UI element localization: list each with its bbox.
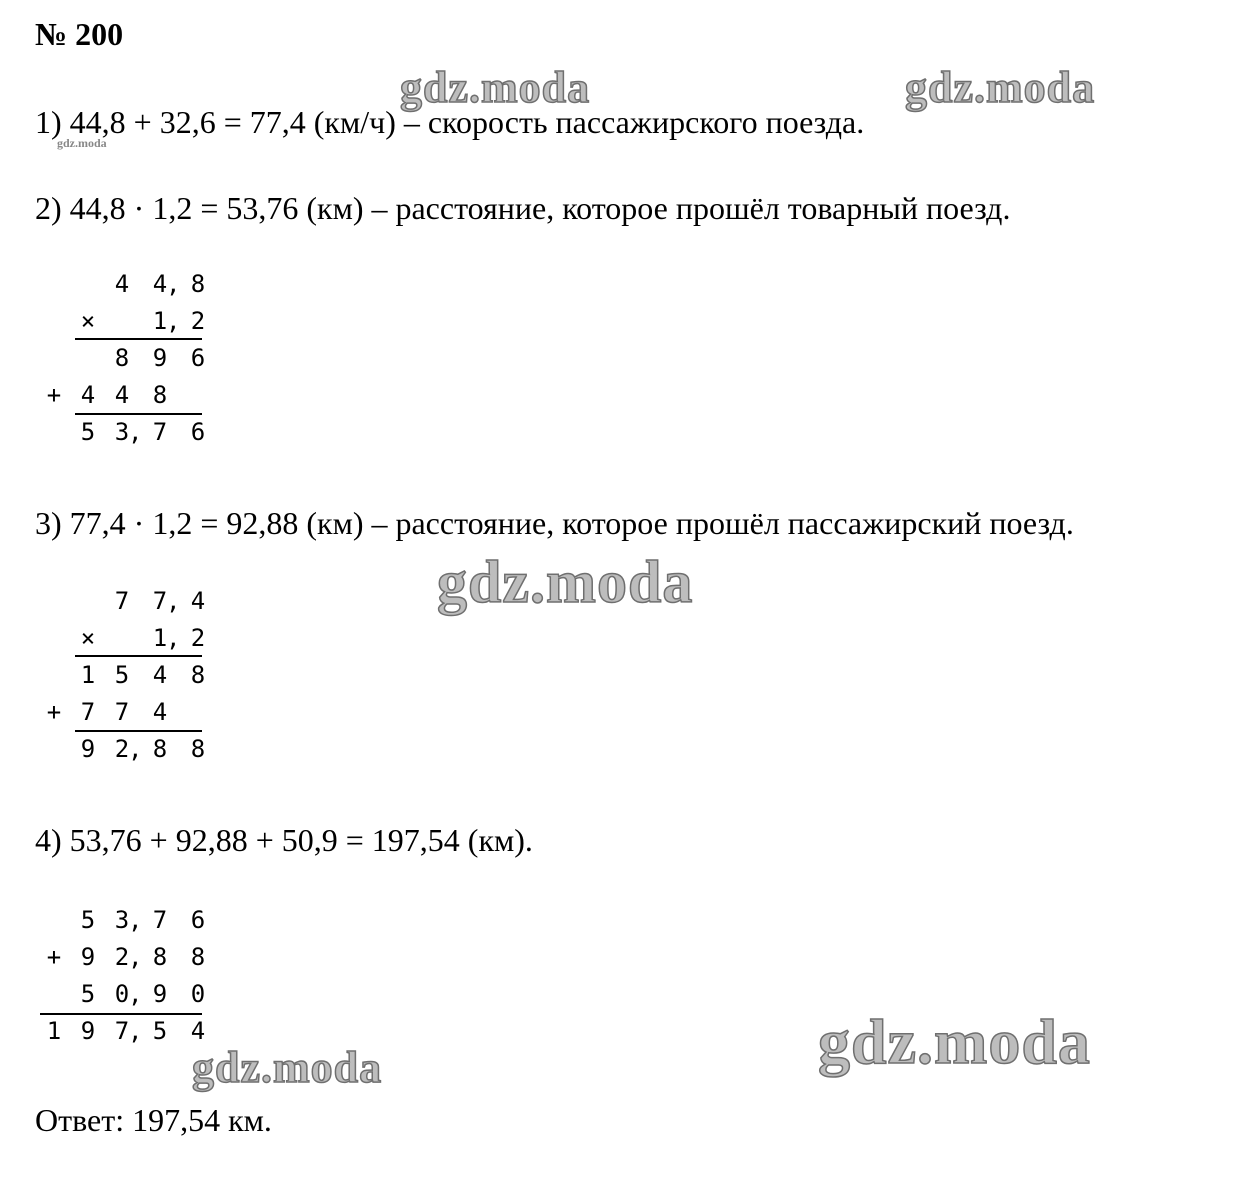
- calc-comma: ,: [128, 1017, 143, 1045]
- calc-digit: 1: [152, 307, 168, 335]
- calc-digit: 4: [152, 698, 168, 726]
- calc-digit: 7: [152, 906, 168, 934]
- calc-digit: 7: [152, 418, 168, 446]
- calc-digit: 6: [190, 344, 206, 372]
- calc-digit: 5: [152, 1017, 168, 1045]
- step-3: 3) 77,4 · 1,2 = 92,88 (км) – расстояние, которое прошёл пассажирский поезд.: [35, 505, 1074, 541]
- watermark-logo: gdz.moda: [437, 549, 694, 615]
- calc-digit: 0: [190, 980, 206, 1008]
- calc-comma: ,: [128, 906, 143, 934]
- calc-digit: 5: [114, 661, 130, 689]
- watermark-logo: gdz.moda: [400, 63, 591, 112]
- calc-digit: 6: [190, 418, 206, 446]
- calc-digit: 7: [114, 698, 130, 726]
- watermark-logo: gdz.moda: [905, 63, 1096, 112]
- calc-digit: 8: [152, 381, 168, 409]
- plus-sign: +: [46, 698, 62, 726]
- calc-digit: 4: [80, 381, 96, 409]
- calc-digit: 4: [114, 270, 130, 298]
- calc-digit: 7: [152, 587, 168, 615]
- calc-digit: 2: [190, 624, 206, 652]
- calc-digit: 8: [190, 661, 206, 689]
- calc-line: [75, 413, 202, 415]
- calc-digit: 7: [80, 698, 96, 726]
- calc-comma: ,: [128, 980, 143, 1008]
- watermark-logo-small: gdz.moda: [57, 136, 107, 150]
- calc-digit: 5: [80, 906, 96, 934]
- plus-sign: +: [46, 943, 62, 971]
- calc-digit: 8: [190, 943, 206, 971]
- calc-digit: 2: [114, 943, 130, 971]
- calc-digit: 5: [80, 418, 96, 446]
- calc-digit: 0: [114, 980, 130, 1008]
- multiply-sign: ×: [80, 307, 96, 335]
- calc-line: [75, 338, 202, 340]
- step-1: 1) 44,8 + 32,6 = 77,4 (км/ч) – скорость пассажирского поезда.: [35, 104, 865, 140]
- calc-digit: 9: [152, 980, 168, 1008]
- problem-number: № 200: [35, 16, 124, 52]
- watermark-logo: gdz.moda: [818, 1006, 1091, 1077]
- calc-digit: 8: [152, 943, 168, 971]
- calc-digit: 4: [152, 270, 168, 298]
- calc-digit: 6: [190, 906, 206, 934]
- calc-digit: 9: [152, 344, 168, 372]
- calc-comma: ,: [128, 943, 143, 971]
- calc-digit: 8: [114, 344, 130, 372]
- calc-digit: 8: [190, 270, 206, 298]
- calc-digit: 1: [80, 661, 96, 689]
- calc-digit: 9: [80, 943, 96, 971]
- calc-digit: 2: [190, 307, 206, 335]
- calc-comma: ,: [166, 307, 181, 335]
- calc-digit: 8: [190, 735, 206, 763]
- calc-digit: 1: [46, 1017, 62, 1045]
- calc-line: [75, 655, 202, 657]
- calc-digit: 8: [152, 735, 168, 763]
- calc-digit: 3: [114, 418, 130, 446]
- calc-digit: 5: [80, 980, 96, 1008]
- calc-digit: 9: [80, 1017, 96, 1045]
- calc-digit: 4: [190, 587, 206, 615]
- plus-sign: +: [46, 381, 62, 409]
- step-4: 4) 53,76 + 92,88 + 50,9 = 197,54 (км).: [35, 822, 533, 858]
- calc-comma: ,: [128, 418, 143, 446]
- calc-digit: 1: [152, 624, 168, 652]
- calc-digit: 4: [152, 661, 168, 689]
- calc-digit: 2: [114, 735, 130, 763]
- calc-digit: 7: [114, 587, 130, 615]
- calc-digit: 4: [114, 381, 130, 409]
- step-2: 2) 44,8 · 1,2 = 53,76 (км) – расстояние, которое прошёл товарный поезд.: [35, 190, 1011, 226]
- multiply-sign: ×: [80, 624, 96, 652]
- calc-digit: 3: [114, 906, 130, 934]
- calc-comma: ,: [166, 587, 181, 615]
- calc-digit: 7: [114, 1017, 130, 1045]
- calc-comma: ,: [166, 624, 181, 652]
- answer-line: Ответ: 197,54 км.: [35, 1102, 272, 1138]
- calc-digit: 4: [190, 1017, 206, 1045]
- watermark-logo: gdz.moda: [192, 1043, 383, 1092]
- calc-digit: 9: [80, 735, 96, 763]
- calc-line: [75, 730, 202, 732]
- calc-comma: ,: [166, 270, 181, 298]
- calc-comma: ,: [128, 735, 143, 763]
